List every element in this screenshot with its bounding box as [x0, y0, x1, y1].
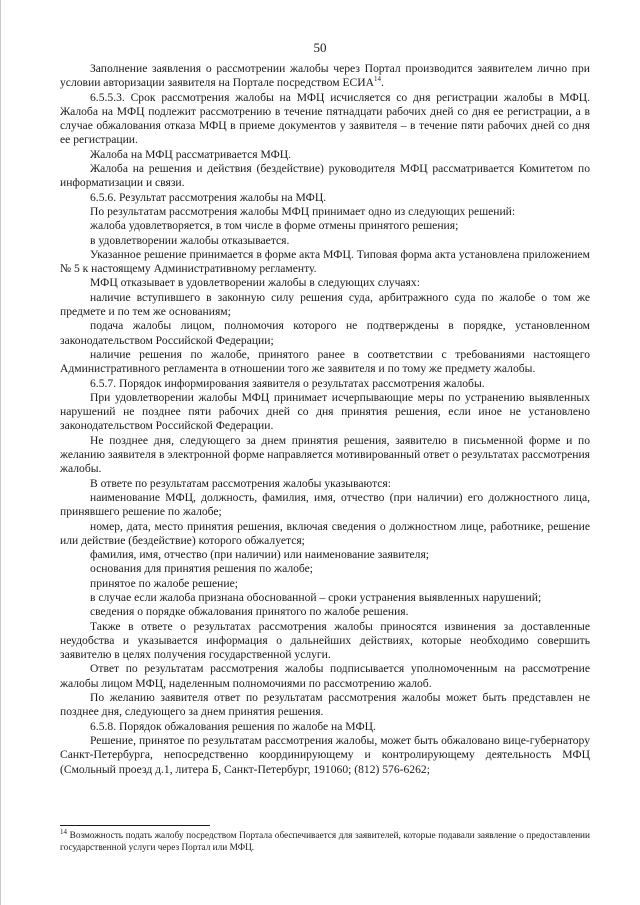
- paragraph: В ответе по результатам рассмотрения жалобы указываются:: [90, 476, 391, 490]
- paragraph: Решение, принятое по результатам рассмотрения жалобы, может быть обжаловано вице-губернатору Санкт-Петербурга, непосредственно координирующему и контролирующему деятельность МФЦ (Смольный проезд д.1, литера Б, Санкт-Петербург, 191060; (812) 576-6262;: [60, 733, 590, 776]
- document-body: [60, 62, 590, 777]
- paragraph: Заполнение заявления о рассмотрении жалобы через Портал производится заявителем лично при условии авторизации заявителя на Портале посредством ЕСИА$^{14}$.: [60, 62, 590, 90]
- list-item: основания для принятия решения по жалобе;: [90, 562, 314, 576]
- list-item: подача жалобы лицом, полномочия которого не подтверждены в порядке, установленном законодательством Российской Федерации;: [60, 319, 590, 347]
- list-item: в случае если жалоба признана обоснованной – сроки устранения выявленных нарушений;: [90, 590, 542, 604]
- list-item: наличие вступившего в законную силу решения суда, арбитражного суда по жалобе о том же предмете и по тем же основаниям;: [60, 290, 590, 319]
- section-heading: 6.5.7. Порядок информирования заявителя о результатах рассмотрения жалобы.: [90, 376, 485, 390]
- footnote-text: Возможность подать жалобу посредством Портала обеспечивается для заявителей, которые подавали заявление о предоставлении государственной услуги через Портал или МФЦ.: [60, 831, 590, 853]
- footnote-marker: 14: [60, 827, 67, 836]
- paragraph: Указанное решение принимается в форме акта МФЦ. Типовая форма акта установлена приложением № 5 к настоящему Административному регламенту.: [60, 247, 590, 276]
- scan-edge-line: [0, 0, 1, 905]
- list-item: наличие решения по жалобе, принятого ранее в соответствии с требованиями настоящего Административного регламента в отношении того же заявителя и по тому же предмету жалобы.: [60, 347, 590, 376]
- list-item: фамилия, имя, отчество (при наличии) или наименование заявителя;: [90, 548, 430, 562]
- paragraph: 6.5.5.3. Срок рассмотрения жалобы на МФЦ исчисляется со дня регистрации жалобы в МФЦ. Жалоба на МФЦ подлежит рассмотрению в течение пятнадцати рабочих дней со дня ее регистрации, а в случае обжалования отказа МФЦ в приеме документов у заявителя – в течение пяти рабочих дней со дня ее регистрации.: [60, 90, 590, 147]
- list-item: жалоба удовлетворяется, в том числе в форме отмены принятого решения;: [90, 219, 459, 233]
- paragraph: По желанию заявителя ответ по результатам рассмотрения жалобы может быть представлен не позднее дня, следующего за днем принятия решения.: [60, 691, 590, 719]
- list-item: принятое по жалобе решение;: [90, 576, 238, 590]
- paragraph: По результатам рассмотрения жалобы МФЦ принимает одно из следующих решений:: [90, 204, 516, 218]
- footnote-separator: [60, 825, 210, 826]
- footnote: [60, 827, 590, 854]
- paragraph: Жалоба на решения и действия (бездействие) руководителя МФЦ рассматривается Комитетом по информатизации и связи.: [60, 162, 590, 190]
- paragraph: Жалоба на МФЦ рассматривается МФЦ.: [90, 147, 292, 161]
- page-number: 50: [313, 40, 327, 55]
- paragraph: Ответ по результатам рассмотрения жалобы подписывается уполномоченным на рассмотрение жалобы лицом МФЦ, наделенным полномочиями по рассмотрению жалоб.: [60, 662, 590, 690]
- list-item: номер, дата, место принятия решения, включая сведения о должностном лице, работнике, решение или действие (бездействие) которого обжалуется;: [60, 519, 590, 547]
- paragraph: При удовлетворении жалобы МФЦ принимает исчерпывающие меры по устранению выявленных нарушений не позднее пяти рабочих дней со дня принятия решения, если иное не установлено законодательством Российской Федерации.: [60, 390, 590, 433]
- paragraph: МФЦ отказывает в удовлетворении жалобы в следующих случаях:: [90, 276, 420, 290]
- list-item: в удовлетворении жалобы отказывается.: [90, 233, 290, 247]
- list-item: наименование МФЦ, должность, фамилия, имя, отчество (при наличии) его должностного лица, принявшего решение по жалобе;: [60, 490, 590, 519]
- paragraph: Также в ответе о результатах рассмотрения жалобы приносятся извинения за доставленные неудобства и указывается информация о дальнейших действиях, которые необходимо совершить заявителю в целях получения государственной услуги.: [60, 619, 590, 662]
- footnote-reference: 14: [374, 75, 382, 84]
- paragraph: Не позднее дня, следующего за днем принятия решения, заявителю в письменной форме и по желанию заявителя в электронной форме направляется мотивированный ответ о результатах рассмотрения жалобы.: [60, 433, 590, 476]
- section-heading: 6.5.8. Порядок обжалования решения по жалобе на МФЦ.: [90, 719, 376, 733]
- section-heading: 6.5.6. Результат рассмотрения жалобы на МФЦ.: [90, 190, 327, 204]
- list-item: сведения о порядке обжалования принятого по жалобе решения.: [90, 605, 409, 619]
